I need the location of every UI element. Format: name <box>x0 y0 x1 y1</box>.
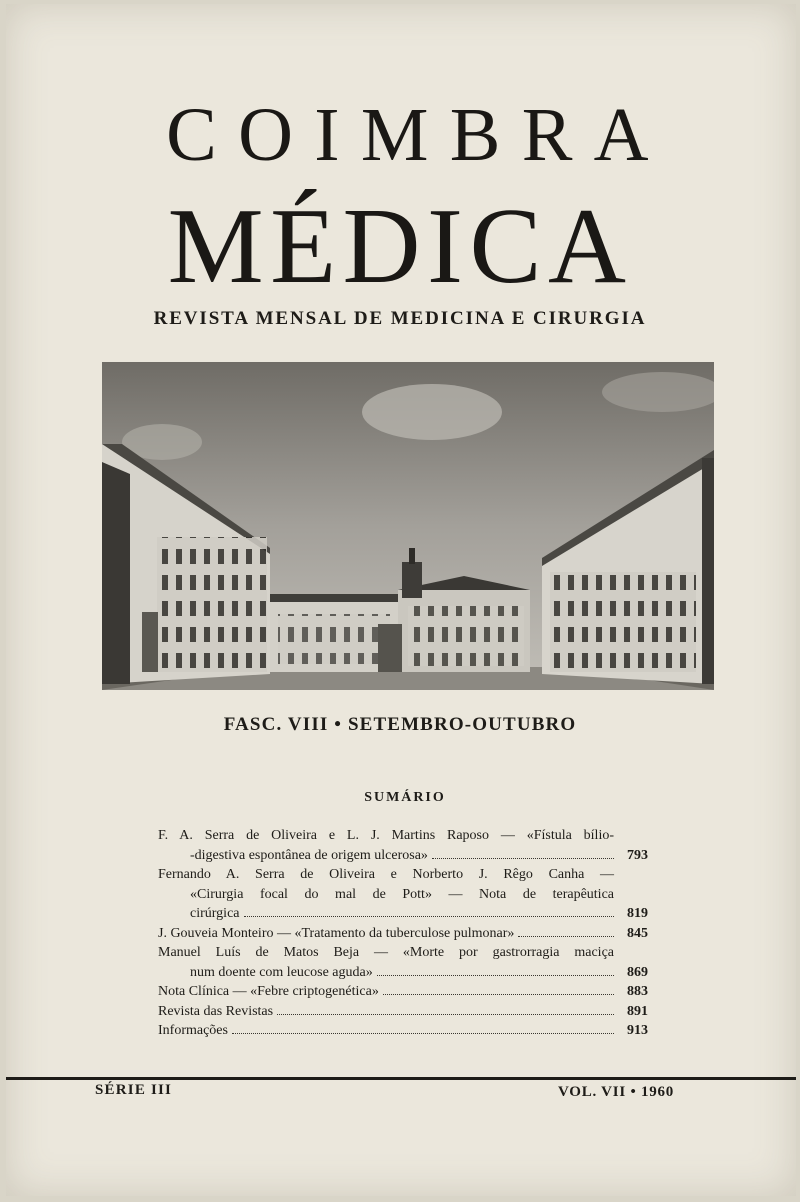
entry-text: F. A. Serra de Oliveira e L. J. Martins Raposo — «Fístula bílio- <box>158 828 614 843</box>
entry-text: Revista das Revistas <box>158 1003 274 1019</box>
dot-leader <box>377 974 614 976</box>
entry-text: -digestiva espontânea de origem ulcerosa» <box>190 847 428 863</box>
entry-text: Nota Clínica — «Febre criptogenética» <box>158 984 379 999</box>
dot-leader <box>383 993 614 995</box>
entry-text: Informações <box>158 1023 228 1038</box>
dot-leader <box>277 1013 614 1015</box>
building-illustration <box>102 362 714 690</box>
entry-text: J. Gouveia Monteiro — «Tratamento da tuberculose pulmonar» <box>158 925 515 941</box>
page-number: 793 <box>627 847 648 863</box>
journal-title-coimbra: COIMBRA <box>166 93 670 177</box>
entry-text: Manuel Luís de Matos Beja — «Morte por gastrorragia maciça <box>158 945 614 960</box>
contents-entry <box>158 982 648 1002</box>
contents-entry <box>158 1002 648 1022</box>
dot-leader <box>244 915 615 917</box>
table-of-contents <box>158 826 648 1041</box>
contents-heading: SUMÁRIO <box>364 790 446 805</box>
page-number: 845 <box>627 925 648 941</box>
entry-text: num doente com leucose aguda» <box>190 964 373 980</box>
footer-rule <box>6 1077 796 1080</box>
entry-text: «Cirurgia focal do mal de Pott» — Nota de terapêutica <box>190 886 614 902</box>
series-label: SÉRIE III <box>95 1082 173 1098</box>
contents-entry <box>158 943 648 982</box>
page-number: 869 <box>627 964 648 980</box>
page-number: 891 <box>627 1003 648 1019</box>
journal-subtitle: REVISTA MENSAL DE MEDICINA E CIRURGIA <box>153 308 647 329</box>
university-buildings-photo <box>102 362 714 690</box>
journal-title-medica: MÉDICA <box>167 187 633 306</box>
contents-entry <box>158 865 648 924</box>
page-number: 883 <box>627 984 648 999</box>
page-number: 819 <box>627 906 648 921</box>
dot-leader <box>518 935 614 937</box>
contents-entry <box>158 826 648 865</box>
entry-text: Fernando A. Serra de Oliveira e Norberto J. Rêgo Canha — <box>158 867 614 882</box>
dot-leader <box>432 857 614 859</box>
entry-text: cirúrgica <box>190 906 240 921</box>
contents-entry <box>158 1021 648 1041</box>
volume-year: VOL. VII • 1960 <box>558 1084 674 1100</box>
contents-entry <box>158 924 648 944</box>
dot-leader <box>232 1032 614 1034</box>
issue-fascicle: FASC. VIII • SETEMBRO-OUTUBRO <box>223 714 577 735</box>
page-number: 913 <box>627 1023 648 1038</box>
